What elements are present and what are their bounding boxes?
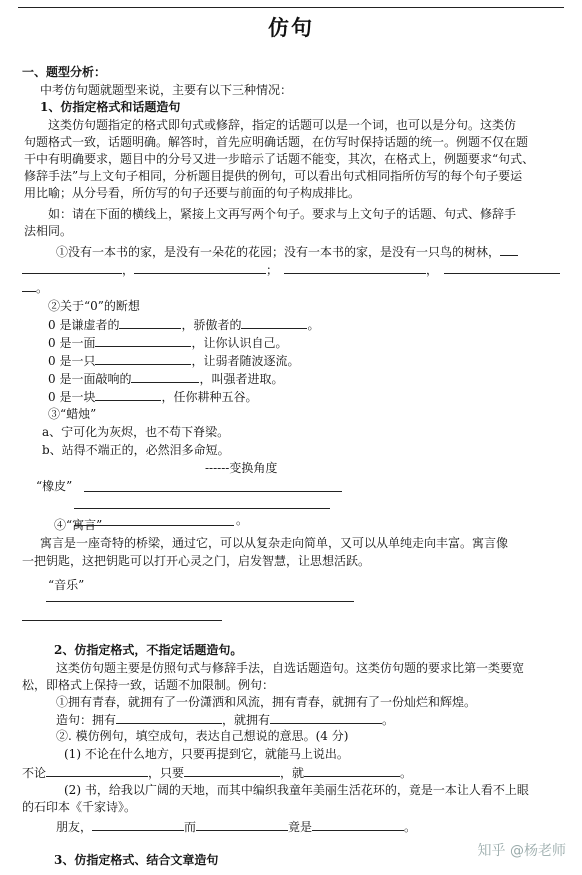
- ex2-line-1: 0 是谦虚者的 ，骄傲者的 。: [48, 318, 320, 332]
- ex3-blank-2[interactable]: [74, 508, 330, 509]
- ex1-blanks-row: ， ； ，: [22, 261, 560, 278]
- ex2-blank-5[interactable]: [131, 370, 199, 383]
- top-rule: [18, 7, 564, 8]
- ex3-a: a、宁可化为灰烬，也不苟下脊梁。: [42, 425, 230, 439]
- section2-make-line: 造句：拥有 ，就拥有 。: [56, 713, 395, 727]
- ex3-blank-1[interactable]: [84, 491, 342, 492]
- make-blank-1[interactable]: [116, 711, 222, 724]
- sub1-text-4: 修辞手法”与上文句子相同，分析题目提供的例句，可以看出句式相同指所仿写的每个句子要运: [24, 169, 523, 183]
- ex3-b: b、站得不端正的，必然泪多命短。: [42, 443, 230, 457]
- section2-friend-line: 朋友， 而 竟是 。: [56, 820, 417, 834]
- ex1-blank-0[interactable]: [500, 243, 518, 256]
- ex3-title: ③“蜡烛”: [48, 407, 97, 421]
- ex1-blank-5[interactable]: [22, 279, 36, 292]
- section2-ex2-2-1: (2) 书，给我以广阔的天地，而其中编织我童年美丽生活花环的，竟是一本让人看不上眼: [64, 783, 529, 797]
- watermark: 知乎 @杨老师: [477, 843, 566, 859]
- ex2-blank-2[interactable]: [241, 316, 307, 329]
- section3-heading: 3、仿指定格式、结合文章造句: [54, 853, 219, 867]
- section2-ex2: ②. 模仿例句，填空成句，表达自己想说的意思。(4 分): [56, 729, 349, 743]
- ex1-end: 。: [22, 279, 48, 296]
- friend-blank-1[interactable]: [92, 818, 184, 831]
- ex4-text-2: 一把钥匙，这把钥匙可以打开心灵之门，启发智慧，让思想活跃。: [22, 554, 371, 568]
- ex4-title: ④“寓言”: [54, 518, 103, 532]
- section2-ex1: ①拥有青春，就拥有了一份潇洒和风流，拥有青春，就拥有了一份灿烂和辉煌。: [56, 695, 477, 709]
- example-prompt-2: 法相同。: [24, 224, 73, 238]
- sub1-text-2: 句题格式一致，话题明确。解答时，首先应明确话题，在仿写时保持话题的统一。例题不仅在题: [24, 135, 529, 149]
- section2-fill-line: 不论 ，只要 ，就 。: [22, 766, 413, 780]
- section1-intro: 中考仿句题就题型来说，主要有以下三种情况：: [40, 83, 293, 97]
- ex3-angle: ------变换角度: [205, 461, 278, 475]
- ex2-line-4: 0 是一面敲响的 ，叫强者进取。: [48, 372, 284, 386]
- ex1-blank-4[interactable]: [444, 261, 560, 274]
- ex1-blank-2[interactable]: [134, 261, 266, 274]
- section2-text-2: 松，即格式上保持一致，话题不加限制。例句：: [22, 678, 275, 692]
- friend-blank-3[interactable]: [312, 818, 404, 831]
- sub1-text-1: 这类仿句题指定的格式即句式或修辞，指定的话题可以是一个词，也可以是分句。这类仿: [48, 118, 517, 132]
- ex1-blank-1[interactable]: [22, 261, 122, 274]
- ex2-blank-1[interactable]: [119, 316, 181, 329]
- fill-blank-3[interactable]: [304, 764, 400, 777]
- ex4-blank-1[interactable]: [46, 601, 354, 602]
- example-prompt-1: 如：请在下面的横线上，紧接上文再写两个句子。要求与上文句子的话题、句式、修辞手: [48, 207, 517, 221]
- ex2-line-2: 0 是一面 ，让你认识自己。: [48, 336, 288, 350]
- ex2-line-5: 0 是一块 ，任你耕种五谷。: [48, 390, 258, 404]
- ex4-word: “音乐”: [48, 578, 85, 592]
- section2-ex2-1: (1) 不论在什么地方，只要再提到它，就能马上说出。: [64, 747, 349, 761]
- ex2-blank-6[interactable]: [95, 388, 161, 401]
- ex1-line: [56, 243, 518, 260]
- make-blank-2[interactable]: [270, 711, 382, 724]
- ex2-line-3: 0 是一只 ，让弱者随波逐流。: [48, 354, 300, 368]
- ex2-blank-4[interactable]: [95, 352, 191, 365]
- ex2-blank-3[interactable]: [95, 334, 191, 347]
- section2-ex2-2-2: 的石印本《千家诗》。: [22, 800, 137, 814]
- ex3-dot: 。: [236, 513, 249, 527]
- sub1-text-5: 用比喻；从分号看，所仿写的句子还要与前面的句子构成排比。: [24, 186, 361, 200]
- section2-heading: 2、仿指定格式，不指定话题造句。: [54, 643, 243, 657]
- ex4-text-1: 寓言是一座奇特的桥梁，通过它，可以从复杂走向简单，又可以从单纯走向丰富。寓言像: [40, 536, 509, 550]
- ex1-text: ①没有一本书的家，是没有一朵花的花园；没有一本书的家，是没有一只鸟的树林，: [56, 245, 501, 259]
- fill-blank-1[interactable]: [46, 764, 148, 777]
- section1-heading: 一、题型分析：: [22, 65, 107, 79]
- friend-blank-2[interactable]: [196, 818, 288, 831]
- fill-blank-2[interactable]: [184, 764, 280, 777]
- ex2-title: ②关于“0”的断想: [48, 299, 140, 313]
- ex1-blank-3[interactable]: [284, 261, 426, 274]
- section2-text-1: 这类仿句题主要是仿照句式与修辞手法，自选话题造句。这类仿句题的要求比第一类要宽: [56, 661, 525, 675]
- ex3-word: “橡皮”: [36, 479, 73, 493]
- sub1-text-3: 干中有明确要求，题目中的分号又进一步暗示了话题不能变，其次，在格式上，例题要求“句式、: [24, 152, 535, 166]
- sub1-heading: 1、仿指定格式和话题造句: [40, 100, 181, 114]
- page-title: 仿句: [268, 15, 314, 40]
- ex4-blank-2[interactable]: [22, 620, 222, 621]
